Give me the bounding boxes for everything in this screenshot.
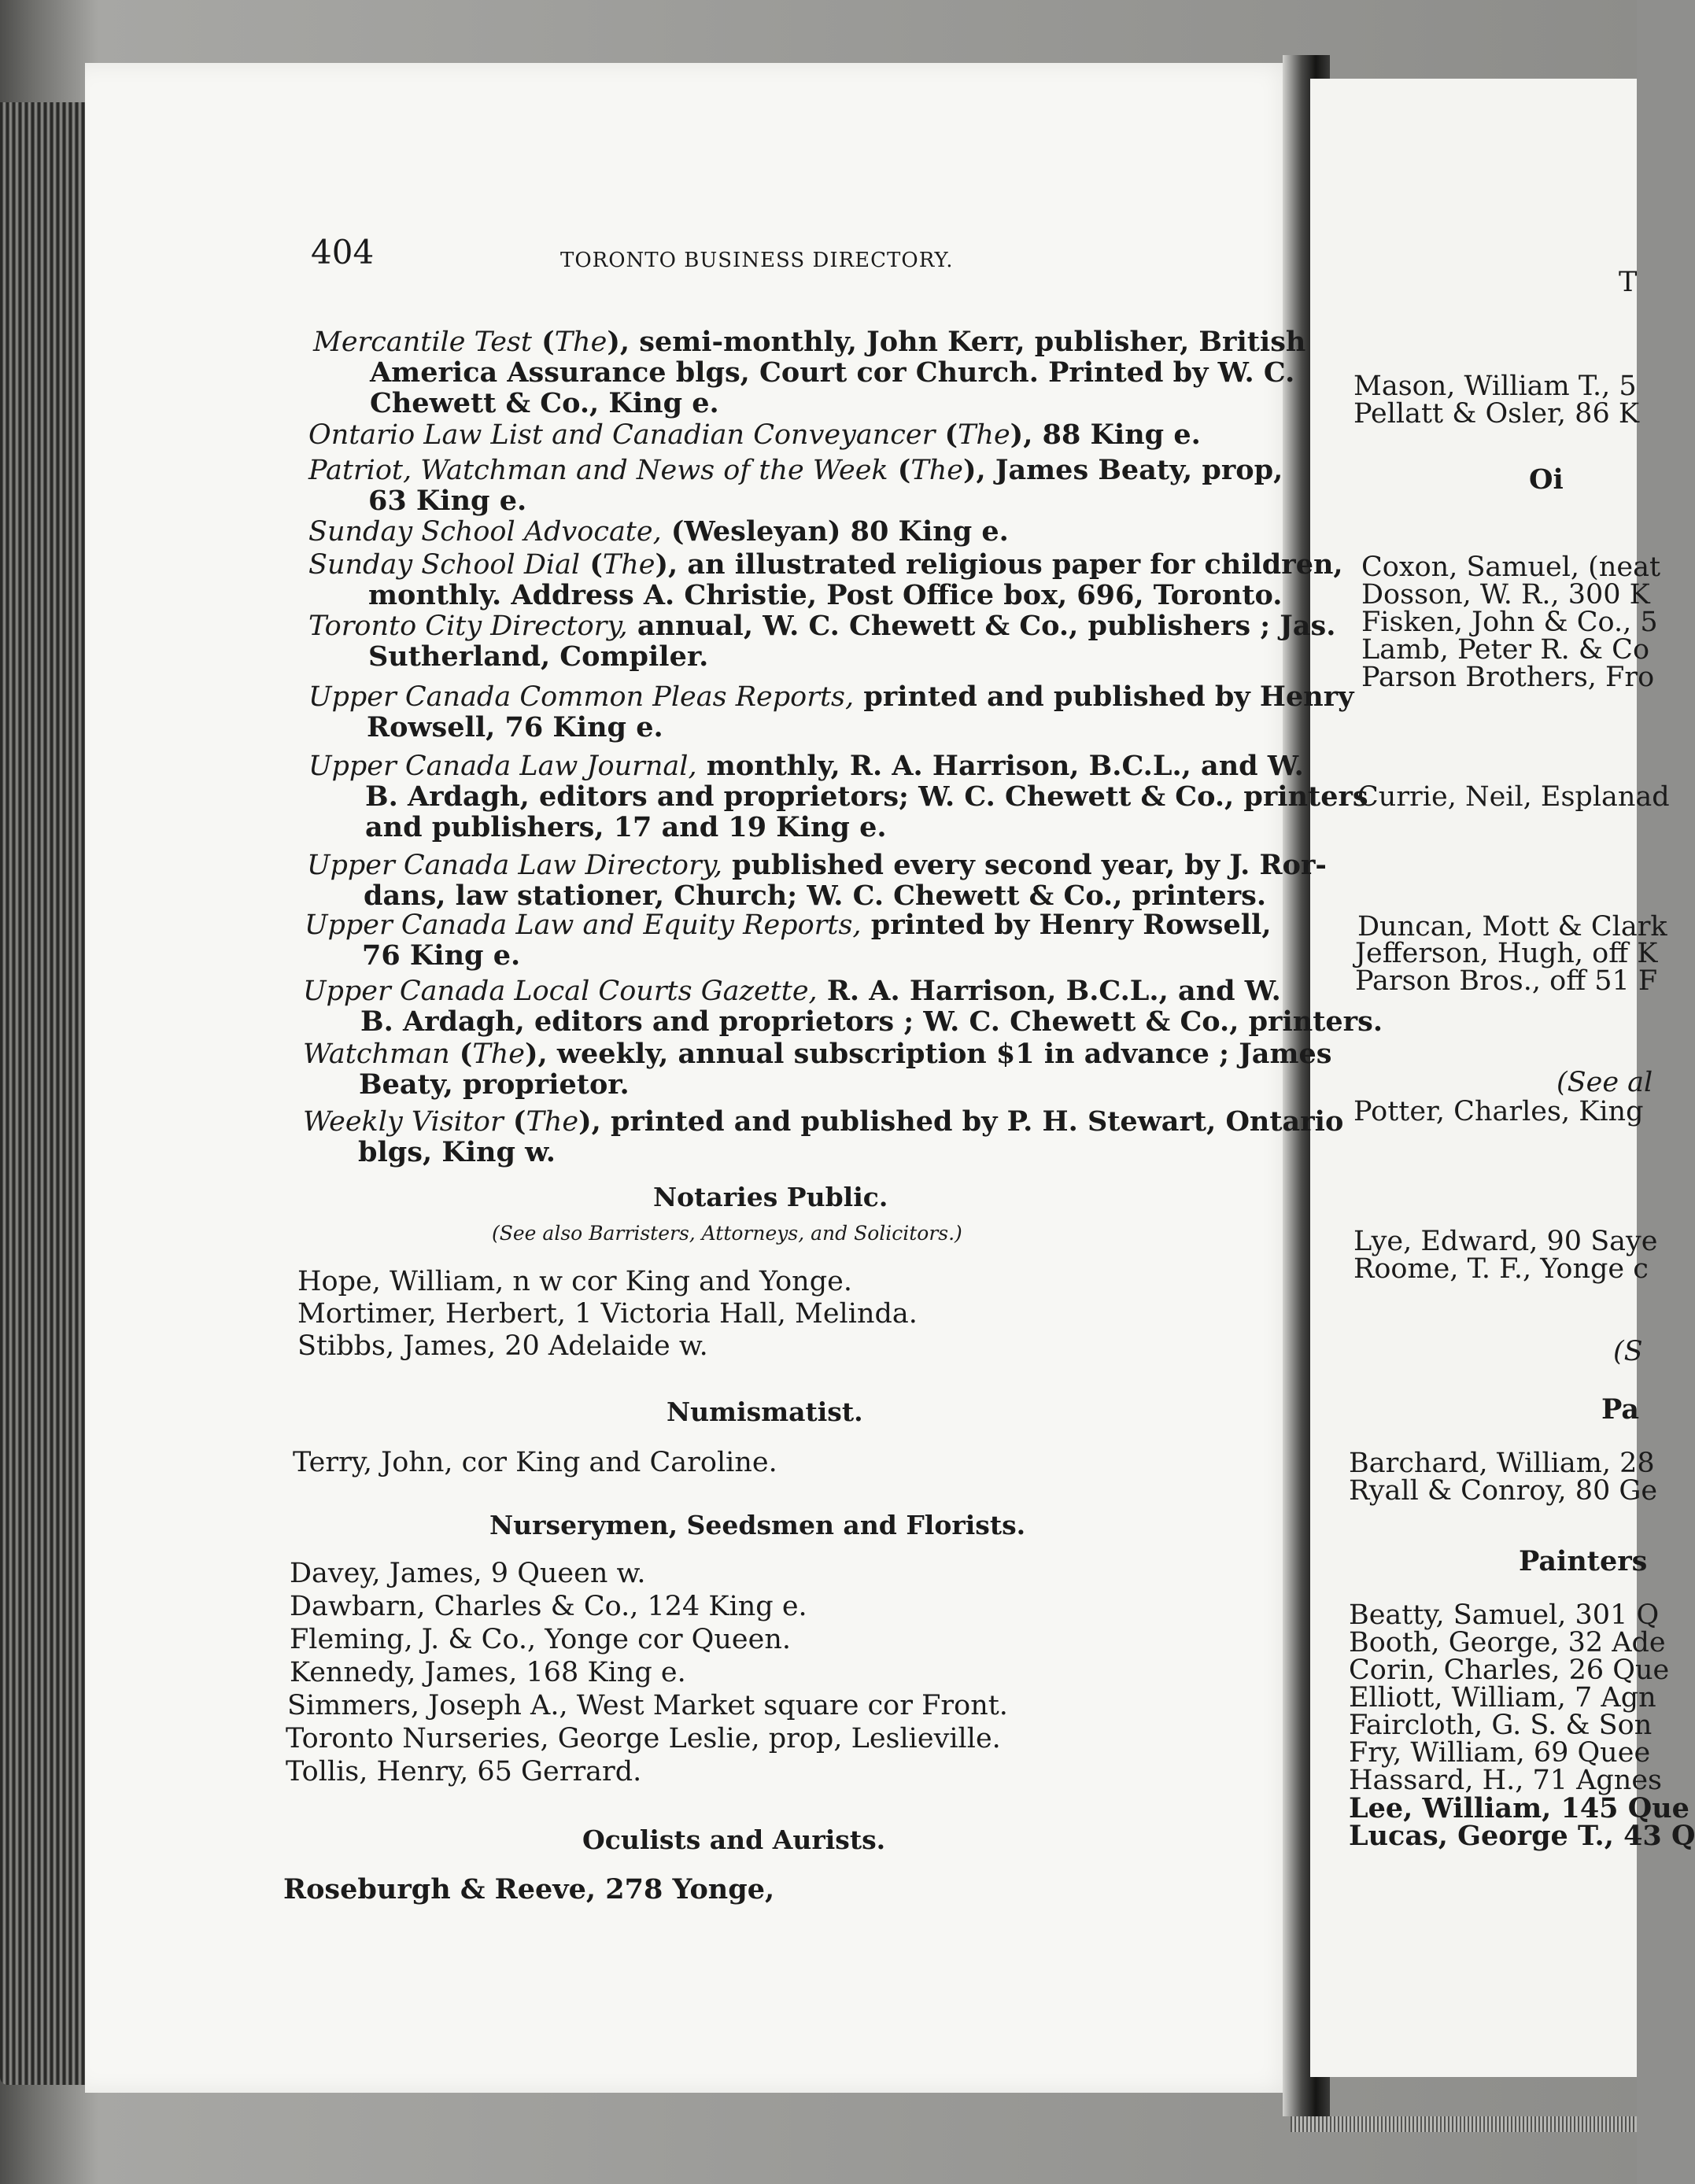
section-heading-oculists: Oculists and Aurists. xyxy=(582,1824,886,1855)
list-item: Davey, James, 9 Queen w. xyxy=(290,1558,646,1589)
entry-title-line xyxy=(308,515,1009,548)
entry-details: annual, W. C. Chewett & Co., publishers ; Jas. xyxy=(627,610,1336,642)
entry-title-line xyxy=(307,851,1327,880)
periodical-title: Sunday School Dial xyxy=(308,549,581,581)
entry-details: ), an illustrated religious paper for children, xyxy=(655,548,1343,581)
right-list-item: Elliott, William, 7 Agn xyxy=(1349,1682,1656,1714)
entry-details: ), semi-monthly, John Kerr, publisher, British xyxy=(607,326,1306,358)
right-list-item: Barchard, William, 28 xyxy=(1349,1448,1655,1479)
entry-details: published every second year, by J. Ror- xyxy=(722,849,1327,881)
periodical-title: Weekly Visitor xyxy=(303,1106,504,1138)
entry-title-line xyxy=(308,683,1353,711)
right-list-item: Beatty, Samuel, 301 Q xyxy=(1349,1599,1660,1631)
list-item: Dawbarn, Charles & Co., 124 King e. xyxy=(290,1591,807,1622)
right-list-item: Coxon, Samuel, (neat xyxy=(1361,552,1661,583)
list-item: Toronto Nurseries, George Leslie, prop, Leslieville. xyxy=(286,1723,1001,1754)
paren-open: ( xyxy=(531,326,555,358)
paren-open: ( xyxy=(935,419,958,451)
right-list-item: Roome, T. F., Yonge c xyxy=(1353,1253,1649,1285)
right-section-note: (See al xyxy=(1557,1067,1653,1098)
right-list-item: Lye, Edward, 90 Saye xyxy=(1353,1226,1658,1257)
list-item: Hope, William, n w cor King and Yonge. xyxy=(297,1266,852,1297)
entry-title-line xyxy=(303,1040,1331,1068)
entry-details: printed and published by Henry xyxy=(854,681,1354,713)
entry-continuation-line: and publishers, 17 and 19 King e. xyxy=(365,811,887,843)
entry-title-line xyxy=(308,421,1201,449)
entry-title-line xyxy=(308,752,1304,780)
periodical-title: Sunday School Advocate, xyxy=(308,516,662,548)
list-item: Kennedy, James, 168 King e. xyxy=(290,1657,686,1688)
periodical-title: Watchman xyxy=(303,1039,450,1070)
right-list-item: Potter, Charles, King xyxy=(1353,1096,1644,1127)
entry-details: ), weekly, annual subscription $1 in advance ; James xyxy=(524,1038,1332,1070)
entry-title-line xyxy=(308,456,1283,485)
article-the: The xyxy=(526,1106,579,1138)
section-heading-nurserymen: Nurserymen, Seedsmen and Florists. xyxy=(489,1510,1026,1540)
article-the: The xyxy=(910,455,963,486)
list-item: Tollis, Henry, 65 Gerrard. xyxy=(286,1756,642,1787)
right-list-item: Fisken, John & Co., 5 xyxy=(1361,607,1658,638)
right-list-item: Lucas, George T., 43 Q xyxy=(1349,1820,1695,1852)
right-running-head: T xyxy=(1619,267,1638,298)
entry-details: R. A. Harrison, B.C.L., and W. xyxy=(817,975,1281,1007)
right-section-heading: Oi xyxy=(1529,463,1564,496)
right-list-item: Lamb, Peter R. & Co xyxy=(1361,634,1650,666)
right-section-note: (S xyxy=(1613,1336,1643,1367)
entry-details: ), printed and published by P. H. Stewart, Ontario xyxy=(578,1105,1344,1138)
list-item: Terry, John, cor King and Caroline. xyxy=(293,1447,777,1478)
section-heading-numismatist: Numismatist. xyxy=(667,1396,863,1427)
right-list-item: Currie, Neil, Esplanad xyxy=(1357,781,1670,813)
periodical-title: Toronto City Directory, xyxy=(308,611,628,642)
entry-continuation-line: B. Ardagh, editors and proprietors; W. C. Chewett & Co., printers xyxy=(365,780,1368,813)
paren-open: ( xyxy=(449,1038,473,1070)
right-list-item: Faircloth, G. S. & Son xyxy=(1349,1710,1653,1741)
list-item: Stibbs, James, 20 Adelaide w. xyxy=(297,1330,708,1362)
entry-title-line xyxy=(313,328,1305,356)
entry-details: (Wesleyan) 80 King e. xyxy=(661,515,1009,548)
paren-open: ( xyxy=(580,548,603,581)
list-item: Fleming, J. & Co., Yonge cor Queen. xyxy=(290,1624,792,1655)
entry-continuation-line: B. Ardagh, editors and proprietors ; W. C. Chewett & Co., printers. xyxy=(360,1005,1383,1038)
periodical-title: Upper Canada Common Pleas Reports, xyxy=(308,681,855,713)
right-list-item: Parson Brothers, Fro xyxy=(1361,662,1655,693)
entry-continuation-line: America Assurance blgs, Court cor Church. Printed by W. C. xyxy=(370,356,1295,389)
periodical-title: Upper Canada Local Courts Gazette, xyxy=(303,976,818,1007)
article-the: The xyxy=(602,549,655,581)
list-item: Roseburgh & Reeve, 278 Yonge, xyxy=(283,1873,775,1905)
running-head: TORONTO BUSINESS DIRECTORY. xyxy=(560,249,954,272)
periodical-title: Upper Canada Law and Equity Reports, xyxy=(305,909,862,941)
entry-continuation-line: Beaty, proprietor. xyxy=(359,1068,630,1101)
right-list-item: Fry, William, 69 Quee xyxy=(1349,1737,1651,1769)
list-item: Mortimer, Herbert, 1 Victoria Hall, Melinda. xyxy=(297,1298,918,1330)
entry-title-line xyxy=(308,612,1335,640)
periodical-title: Ontario Law List and Canadian Conveyancer xyxy=(308,419,936,451)
entry-continuation-line: monthly. Address A. Christie, Post Office box, 696, Toronto. xyxy=(368,579,1283,611)
entry-details: monthly, R. A. Harrison, B.C.L., and W. xyxy=(696,750,1304,782)
right-list-item: Pellatt & Osler, 86 K xyxy=(1353,398,1639,430)
right-section-heading: Pa xyxy=(1601,1393,1640,1426)
right-list-item: Ryall & Conroy, 80 Ge xyxy=(1349,1475,1658,1507)
right-list-item: Jefferson, Hugh, off K xyxy=(1355,938,1658,969)
page-number: 404 xyxy=(311,233,375,271)
entry-continuation-line: Sutherland, Compiler. xyxy=(368,640,709,673)
entry-continuation-line: 63 King e. xyxy=(368,485,527,517)
entry-title-line xyxy=(303,1105,1344,1138)
entry-details: ), 88 King e. xyxy=(1010,419,1201,451)
entry-title-line xyxy=(308,548,1343,581)
entry-continuation-line: dans, law stationer, Church; W. C. Chewett & Co., printers. xyxy=(364,880,1267,912)
section-heading-notaries: Notaries Public. xyxy=(653,1182,888,1212)
periodical-title: Patriot, Watchman and News of the Week xyxy=(308,455,888,486)
right-list-item: Hassard, H., 71 Agnes xyxy=(1349,1765,1663,1796)
periodical-title: Upper Canada Law Directory, xyxy=(307,850,722,881)
entry-continuation-line: Rowsell, 76 King e. xyxy=(367,711,663,743)
periodical-title: Upper Canada Law Journal, xyxy=(308,751,697,782)
right-list-item: Lee, William, 145 Que xyxy=(1349,1792,1689,1824)
entry-continuation-line: 76 King e. xyxy=(362,939,521,972)
entry-title-line xyxy=(303,977,1281,1005)
page-stack-edge xyxy=(1291,2116,1637,2132)
entry-continuation-line: Chewett & Co., King e. xyxy=(370,387,719,419)
list-item: Simmers, Joseph A., West Market square cor Front. xyxy=(287,1690,1008,1721)
right-list-item: Booth, George, 32 Ade xyxy=(1349,1627,1666,1658)
entry-title-line xyxy=(305,911,1272,939)
right-list-item: Mason, William T., 5 xyxy=(1353,371,1637,402)
entry-details: printed by Henry Rowsell, xyxy=(861,909,1272,941)
book-page-edges xyxy=(0,102,87,2085)
right-section-heading: Painters xyxy=(1519,1545,1648,1577)
right-list-item: Corin, Charles, 26 Que xyxy=(1349,1655,1670,1686)
right-list-item: Parson Bros., off 51 F xyxy=(1355,965,1658,997)
section-note-notaries: (See also Barristers, Attorneys, and Solicitors.) xyxy=(492,1222,962,1245)
paren-open: ( xyxy=(503,1105,526,1138)
paren-open: ( xyxy=(888,454,911,486)
right-list-item: Dosson, W. R., 300 K xyxy=(1361,579,1650,611)
article-the: The xyxy=(958,419,1010,451)
periodical-title: Mercantile Test xyxy=(313,326,532,358)
entry-details: ), James Beaty, prop, xyxy=(962,454,1283,486)
article-the: The xyxy=(554,326,607,358)
article-the: The xyxy=(472,1039,525,1070)
entry-continuation-line: blgs, King w. xyxy=(358,1136,556,1168)
right-list-item: Duncan, Mott & Clark xyxy=(1357,911,1667,943)
